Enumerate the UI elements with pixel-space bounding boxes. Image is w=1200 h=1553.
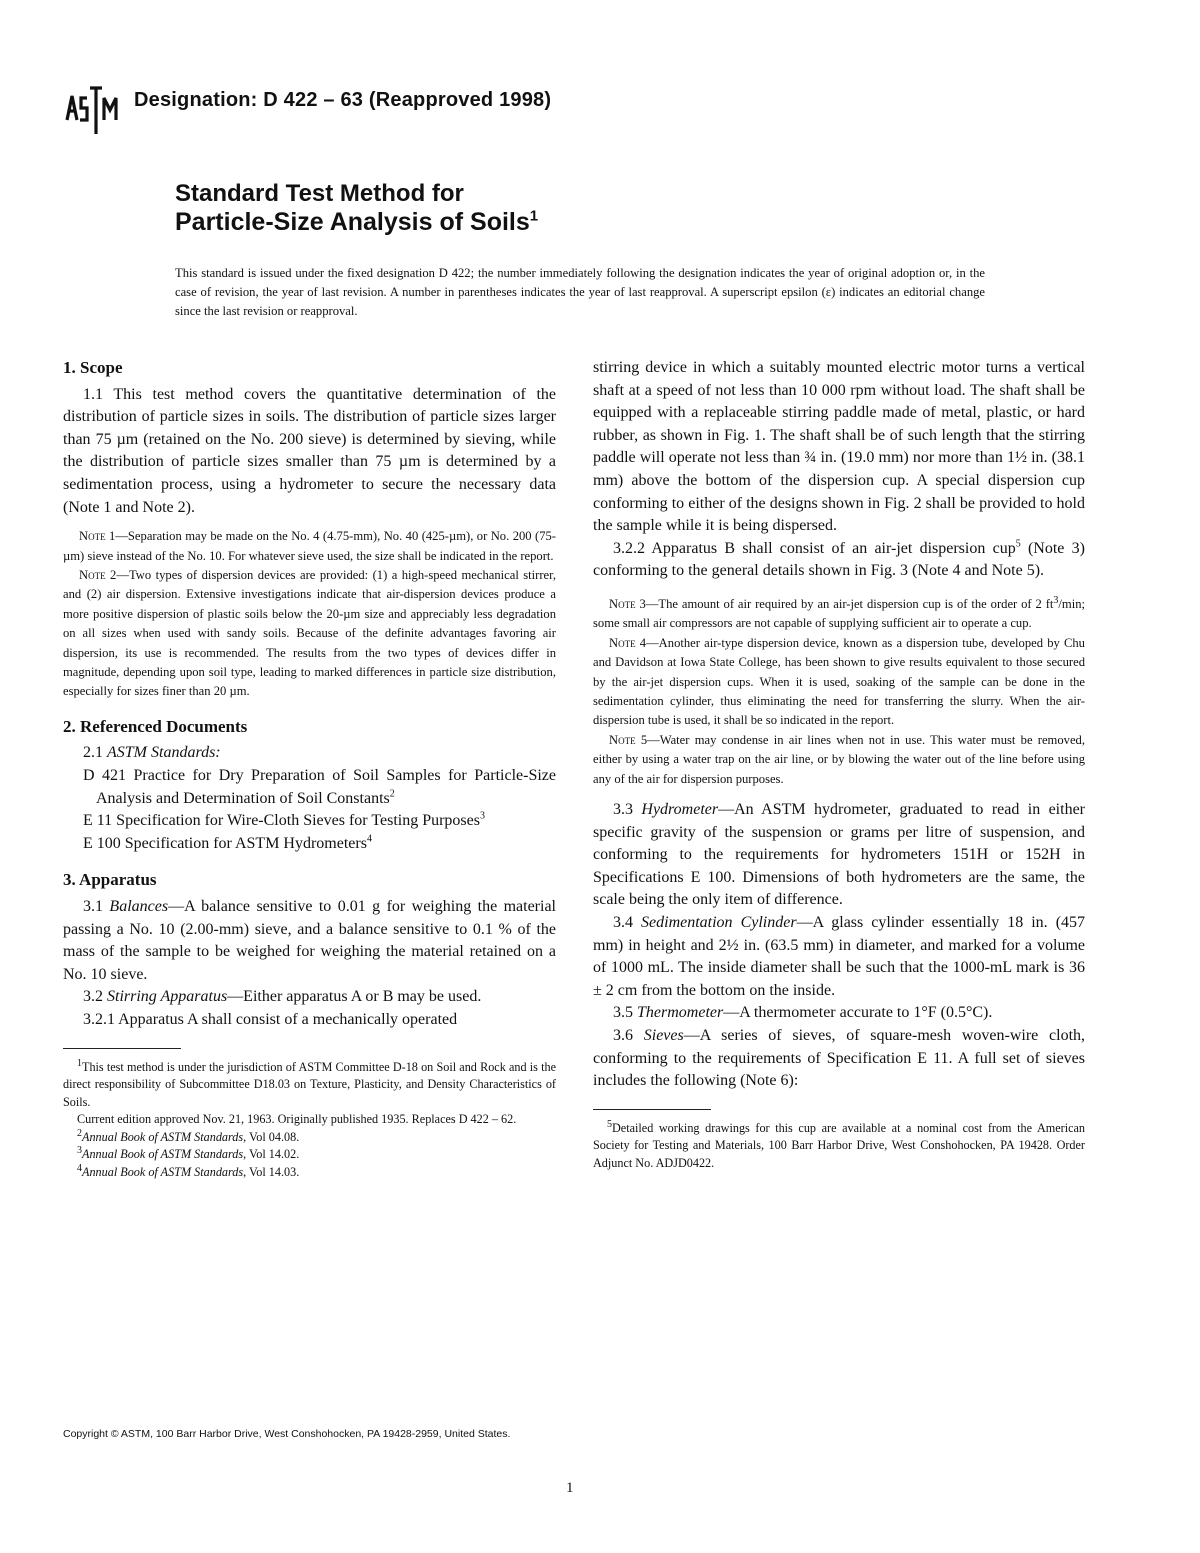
paragraph-3-2-1: 3.2.1 Apparatus A shall consist of a mechanically operated	[83, 1010, 458, 1028]
paragraph-text: —A balance sensitive to 0.01 g for weighing the material passing a No. 10 (2.00-mm) sieve, and a balance sensitive to 0.1 % of the mass of the sample to be weighed for weighing the material retained on a No. 10 sieve.	[63, 897, 556, 983]
title-line-1: Standard Test Method for	[175, 180, 464, 207]
note-2	[63, 566, 556, 702]
book-title: Annual Book of ASTM Standards	[82, 1164, 244, 1179]
footnote-text: This test method is under the jurisdiction of ASTM Committee D-18 on Soil and Rock and is the direct responsibility of Subcommittee D18.03 on Texture, Plasticity, and Density Characteristics of Soils.	[63, 1059, 556, 1109]
paragraph-number: 3.1	[83, 897, 110, 915]
issuance-note: This standard is issued under the fixed designation D 422; the number immediately following the designation indicates the year of original adoption or, in the case of revision, the year of last revision. A number in parentheses indicates the year of last reapproval. A superscript epsilon (ε) indicates an editorial change since the last revision or reapproval.	[175, 266, 985, 318]
note-5-text: —Water may condense in air lines when not in use. This water must be removed, either by using a water trap on the air line, or by blowing the water out of the line before using any of the air for dispersion purposes.	[593, 732, 1085, 786]
note-3-label: Note 3	[609, 596, 646, 611]
paragraph-1-1: 1.1 This test method covers the quantitative determination of the distribution of particle sizes in soils. The distribution of particle sizes larger than 75 µm (retained on the No. 200 sieve) is determined by sieving, while the distribution of particle sizes smaller than 75 µm is determined by a sedimentation process, using a hydrometer to secure the necessary data (Note 1 and Note 2).	[63, 385, 556, 516]
paragraph-text: —A thermometer accurate to 1°F (0.5°C).	[723, 1004, 993, 1022]
footnote-mark: 5	[607, 1118, 612, 1130]
notes-3-5	[593, 595, 1085, 789]
paragraph-number: 3.3	[613, 801, 642, 818]
title-text: Particle-Size Analysis of Soils	[175, 208, 530, 236]
astm-standards-label: ASTM Standards:	[107, 744, 221, 762]
title-footnote-mark: 1	[529, 207, 539, 225]
paragraph-3-2	[63, 986, 556, 1009]
term: Thermometer	[637, 1004, 724, 1022]
reference-text: D 421 Practice for Dry Preparation of Soil Samples for Particle-Size Analysis and Determination of Soil Constants	[83, 767, 556, 807]
designation: Designation: D 422 – 63 (Reapproved 1998)	[134, 89, 552, 111]
footnote-4	[63, 1164, 556, 1182]
footnote-1	[63, 1059, 556, 1112]
title-line-2	[175, 208, 538, 237]
right-column	[593, 357, 1085, 1172]
footnote-mark: 4	[77, 1162, 82, 1174]
paragraph-text: —A glass cylinder essentially 18 in. (457 mm) in height and 2½ in. (63.5 mm) in diameter, and marked for a volume of 1000 mL. The inside diameter shall be such that the 1000-mL mark is 36 ± 2 cm from the bottom on the inside.	[593, 913, 1086, 999]
paragraph-number: 3.5	[613, 1004, 637, 1022]
copyright-notice: Copyright © ASTM, 100 Barr Harbor Drive, West Conshohocken, PA 19428-2959, United States.	[63, 1428, 511, 1440]
book-title: Annual Book of ASTM Standards	[82, 1129, 244, 1144]
reference-text: E 100 Specification for ASTM Hydrometers	[83, 834, 367, 852]
paragraph-text: —A series of sieves, of square-mesh woven-wire cloth, conforming to the requirements of Specification E 11. A full set of sieves includes the following (Note 6):	[593, 1026, 1086, 1090]
paragraph-text: (Note 3) conforming to the general details shown in Fig. 3 (Note 4 and Note 5).	[593, 539, 1085, 580]
footnote-3	[63, 1146, 556, 1164]
note-1-label: Note 1	[79, 529, 116, 544]
footnote-mark: 2	[77, 1127, 82, 1139]
footnote-text: Detailed working drawings for this cup are available at a nominal cost from the American Society for Testing and Materials, 100 Barr Harbor Drive, West Conshohocken, PA 19428. Order Adjunct No. ADJD0422.	[593, 1120, 1085, 1170]
note-3	[593, 595, 1085, 634]
footnote-mark: 3	[77, 1144, 82, 1156]
note-4-label: Note 4	[609, 635, 647, 650]
note-3-text: —The amount of air required by an air-jet dispersion cup is of the order of 2 ft	[645, 596, 1054, 611]
volume: , Vol 04.08.	[243, 1129, 300, 1144]
note-1	[63, 527, 556, 566]
paragraph-number: 2.1	[83, 744, 107, 762]
note-1-text: —Separation may be made on the No. 4 (4.75-mm), No. 40 (425-µm), or No. 200 (75-µm) sieve instead of the No. 10. For whatever sieve used, the size shall be indicated in the report.	[63, 529, 556, 563]
section-heading-referenced-documents: 2. Referenced Documents	[63, 716, 248, 736]
footnote-5	[593, 1120, 1085, 1173]
footnote-2	[63, 1129, 556, 1147]
paragraph-3-2-1-continued: stirring device in which a suitably mounted electric motor turns a vertical shaft at a speed of not less than 10 000 rpm without load. The shaft shall be equipped with a replaceable stirring paddle made of metal, plastic, or hard rubber, as shown in Fig. 1. The shaft shall be of such length that the stirring paddle will operate not less than ¾ in. (19.0 mm) nor more than 1½ in. (38.1 mm) above the bottom of the dispersion cup. A special dispersion cup conforming to either of the designs shown in Fig. 2 shall be provided to hold the sample while it is being dispersed.	[593, 359, 1085, 535]
term: Hydrometer	[641, 801, 719, 818]
note-2-label: Note 2	[79, 567, 117, 582]
note-2-text: —Two types of dispersion devices are provided: (1) a high-speed mechanical stirrer, and (2) air dispersion. Extensive investigations indicate that air-dispersion devices produce a more positive dispersion of plastic soils below the 20-µm size and appreciably less degradation on all sizes when used with sandy soils. Because of the definite advantages favoring air dispersion, its use is recommended. The results from the two types of devices differ in magnitude, depending upon soil type, leading to marked differences in particle size distribution, especially for sizes finer than 20 µm.	[63, 567, 556, 699]
section-heading-apparatus: 3. Apparatus	[63, 870, 157, 890]
paragraph-text: 3.2.2 Apparatus B shall consist of an air-jet dispersion cup	[613, 539, 1016, 557]
volume: , Vol 14.03.	[243, 1164, 300, 1179]
note-3-text-continued: /min; some small air compressors are not capable of supplying sufficient air to operate a cup.	[593, 596, 1085, 631]
term: Sedimentation Cylinder	[641, 913, 797, 931]
section-heading-scope: 1. Scope	[63, 358, 123, 377]
reference-e100	[83, 833, 556, 856]
footnote-mark: 2	[389, 788, 395, 800]
paragraph-number: 3.2	[83, 988, 107, 1006]
term: Stirring Apparatus	[107, 988, 228, 1006]
note-4	[593, 634, 1085, 731]
notes-1-2	[63, 527, 556, 702]
paragraph-3-1	[63, 896, 556, 986]
paragraph-number: 3.6	[613, 1026, 644, 1044]
volume: , Vol 14.02.	[243, 1147, 300, 1162]
paragraph-number: 3.4	[613, 913, 642, 931]
footnote-mark: 1	[77, 1057, 82, 1069]
paragraph-3-6	[593, 1025, 1085, 1093]
note-5	[593, 731, 1085, 789]
reference-d421	[83, 765, 556, 810]
note-5-label: Note 5	[609, 732, 648, 747]
superscript: 3	[1053, 594, 1059, 606]
astm-logo	[64, 80, 122, 136]
note-4-text: —Another air-type dispersion device, known as a dispersion tube, developed by Chu and Davidson at Iowa State College, has been shown to give results equivalent to those secured by the air-jet dispersion cups. When it is used, soaking of the sample can be done in the sedimentation cylinder, thus eliminating the need for transferring the slurry. When the air-dispersion tube is used, it shall be so indicated in the report.	[593, 635, 1085, 728]
book-title: Annual Book of ASTM Standards	[82, 1147, 244, 1162]
paragraph-3-2-2	[593, 538, 1085, 583]
footnote-1-edition: Current edition approved Nov. 21, 1963. Originally published 1935. Replaces D 422 – 62.	[77, 1112, 517, 1127]
paragraph-text: —Either apparatus A or B may be used.	[227, 988, 482, 1006]
reference-text: E 11 Specification for Wire-Cloth Sieves for Testing Purposes	[83, 812, 480, 830]
paragraph-3-3	[593, 799, 1085, 912]
paragraph-3-5	[593, 1002, 1085, 1025]
paragraph-3-4	[593, 912, 1085, 1002]
term: Balances	[109, 897, 169, 915]
footnote-mark: 4	[366, 833, 372, 845]
paragraph-text: —An ASTM hydrometer, graduated to read in either specific gravity of the suspension or grams per litre of suspension, and conforming to the requirements for hydrometers 151H or 152H in Specifications E 100. Dimensions of both hydrometers are the same, the scale being the only item of difference.	[593, 801, 1085, 909]
paragraph-2-1	[63, 742, 556, 765]
page-number: 1	[566, 1480, 574, 1496]
term: Sieves	[643, 1026, 684, 1044]
footnote-mark: 3	[479, 810, 485, 822]
reference-e11	[83, 810, 556, 833]
footnote-mark: 5	[1015, 538, 1021, 550]
left-column	[63, 357, 556, 1181]
